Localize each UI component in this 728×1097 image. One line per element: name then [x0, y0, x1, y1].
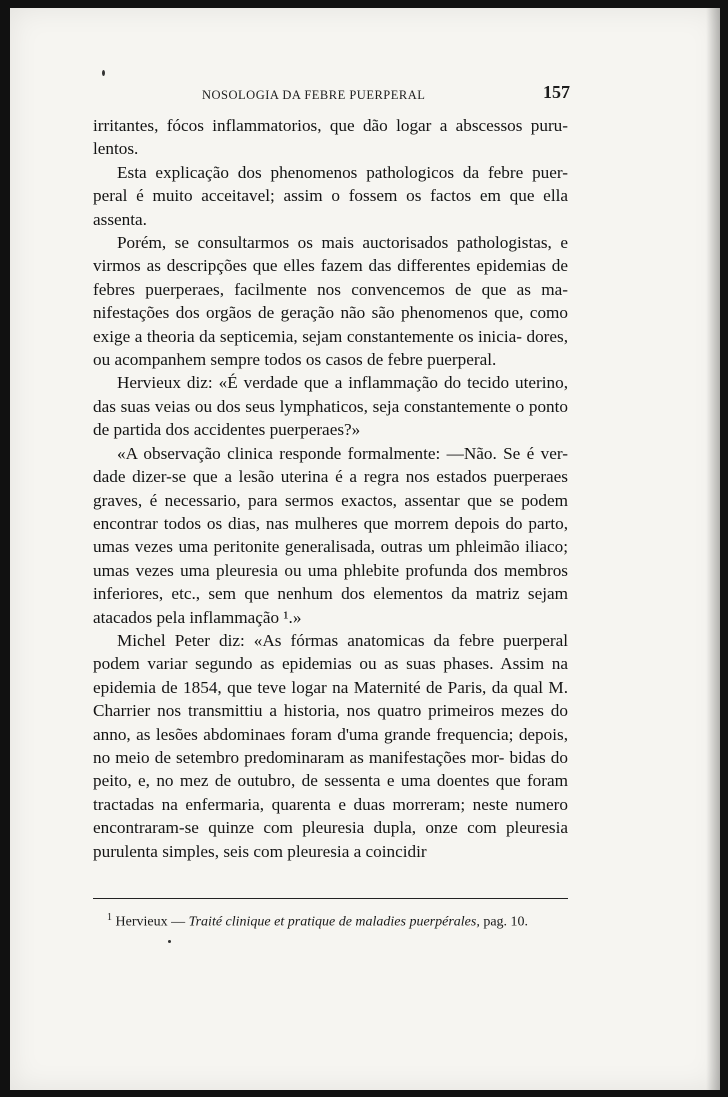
- paragraph: irritantes, fócos inflammatorios, que dão logar a abscessos puru- lentos.: [93, 116, 568, 159]
- footnote-marker: 1: [107, 912, 112, 923]
- ink-speck: [168, 940, 171, 943]
- ink-speck: [102, 70, 105, 76]
- footnote-rule: [93, 898, 568, 899]
- paragraph: Michel Peter diz: «As fórmas anatomicas da febre puerperal podem variar segundo as epidemias ou as suas phases. Assim na epidemia de 1854, que teve logar na Maternité de Paris, da qual M. Charrier nos transmittiu a historia, nos quatro primeiros mezes do anno, as lesões abdominaes foram d'uma grande frequencia; depois, no meio de setembro predominaram as manifestações mor- bidas do peito, e, no mez de outubro, de sessenta e uma doentes que foram tractadas na enfermaria, quarenta e duas morreram; neste numero encontraram-se quinze com pleuresia dupla, onze com pleuresia purulenta simples, seis com pleuresia a coincidir: [93, 630, 568, 861]
- footnote-title: Traité clinique et pratique de maladies puerpérales,: [188, 914, 480, 930]
- footnote: [107, 912, 577, 931]
- page-number: 157: [543, 82, 570, 102]
- footnote-page: pag. 10.: [483, 914, 529, 930]
- paragraph: Porém, se consultarmos os mais auctorisados pathologistas, e virmos as descripções que elles fazem das differentes epidemias de febres puerperaes, facilmente nos convencemos de que as ma- nifestações dos orgãos de geração não são phenomenos que, como exige a theoria da septicemia, sejam constantemente os inicia- dores, ou acompanhem sempre todos os casos de febre puerperal.: [93, 233, 568, 370]
- body-text: [93, 114, 568, 863]
- footnote-author: Hervieux —: [115, 914, 186, 930]
- page-edge-shadow: [706, 8, 720, 1090]
- paragraph: «A observação clinica responde formalmente: —Não. Se é ver- dade dizer-se que a lesão uterina é a regra nos estados puerperaes graves, é necessario, para sermos exactos, assentar que se podem encontrar todos os dias, nas mulheres que morrem depois do parto, umas vezes uma peritonite generalisada, outras um phleimão iliaco; umas vezes uma pleuresia ou uma phlebite profunda dos membros inferiores, etc., sem que nenhum dos elementos da matriz sejam atacados pela inflammação ¹.»: [93, 443, 568, 627]
- running-head: NOSOLOGIA DA FEBRE PUERPERAL: [202, 88, 426, 102]
- paragraph: Hervieux diz: «É verdade que a inflammação do tecido uterino, das suas veias ou dos seus lymphaticos, seja constantemente o ponto de partida dos accidentes puerperaes?»: [93, 373, 568, 440]
- paragraph: Esta explicação dos phenomenos pathologicos da febre puer- peral é muito acceitavel; assim o fossem os factos em que ella assenta.: [93, 162, 568, 229]
